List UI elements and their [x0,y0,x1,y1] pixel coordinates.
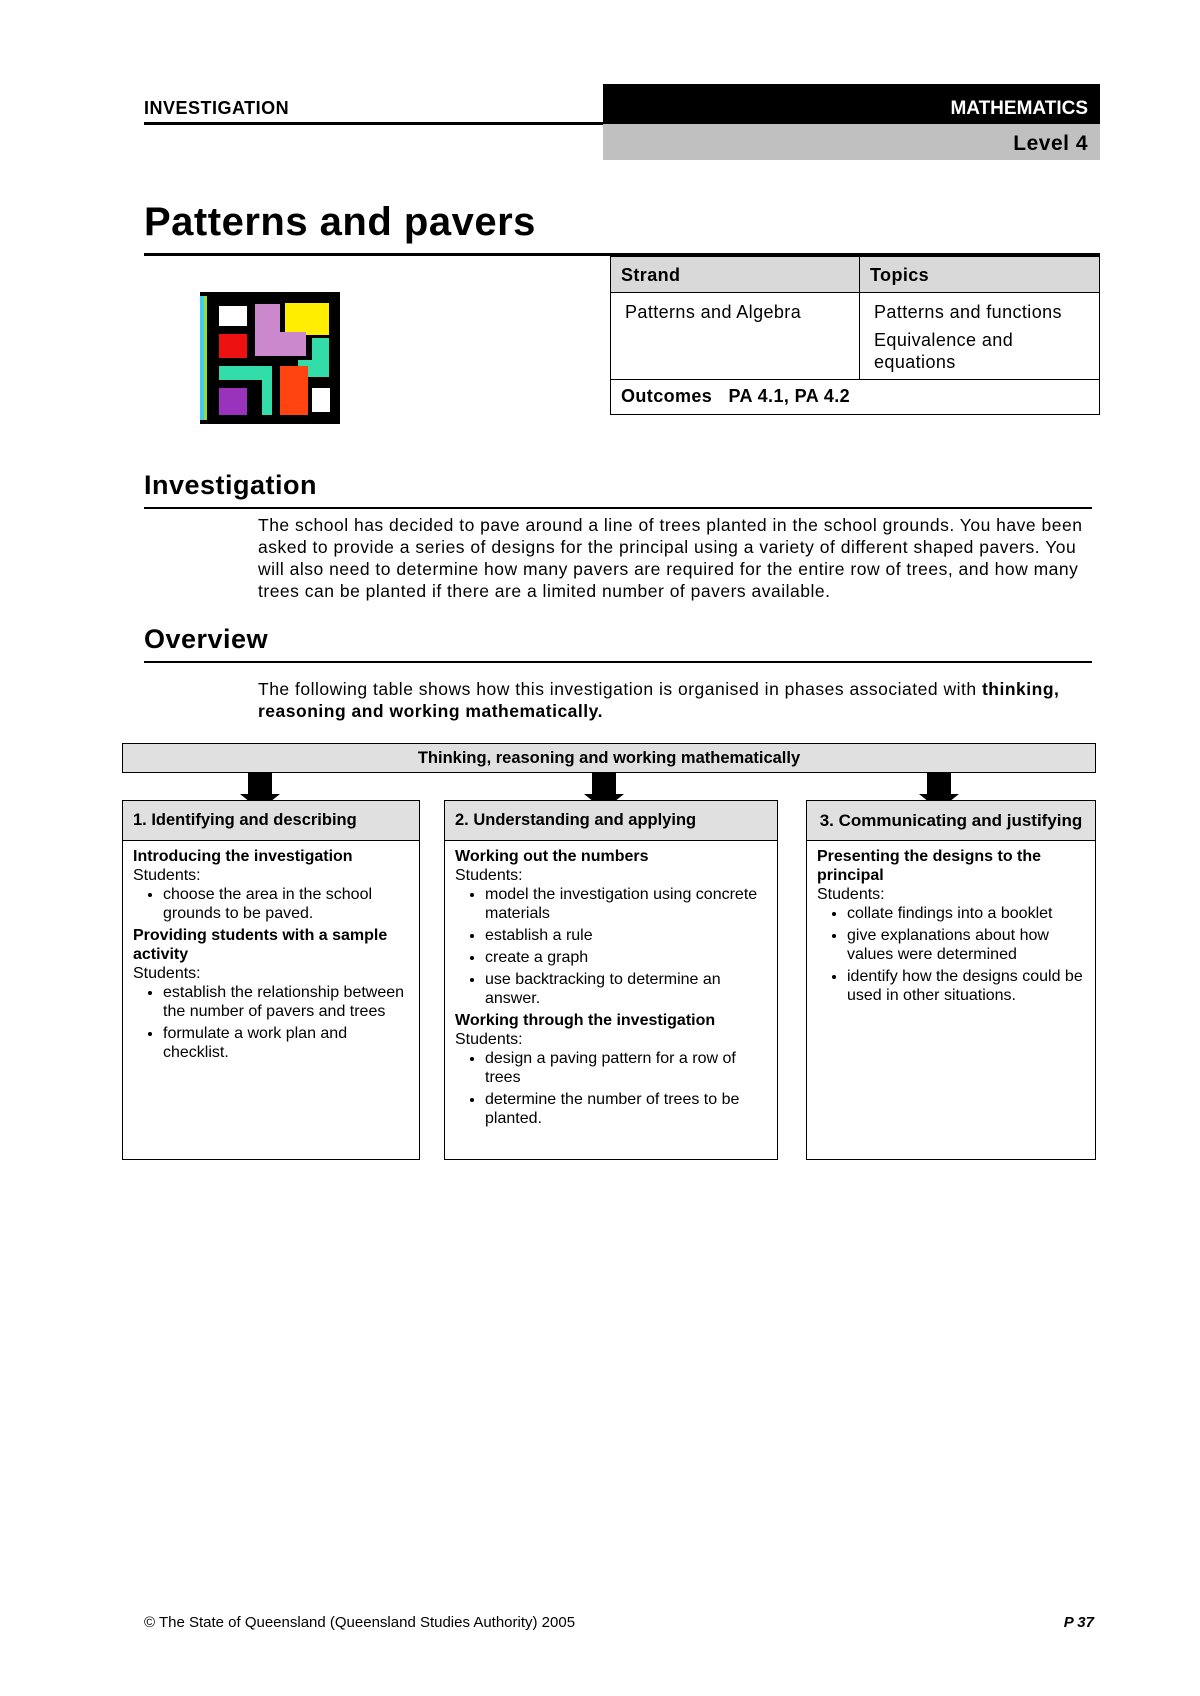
phase-3-box [806,800,1096,1160]
overview-heading: Overview [144,624,269,654]
phase-2-list [455,1049,767,1128]
list-item: • collate findings into a booklet [847,904,1085,923]
phase-1-list [133,983,409,1062]
list-item: • formulate a work plan and checklist. [163,1024,409,1062]
phase-1-subheading: Introducing the investigation [133,848,353,865]
phase-3-subheading: Presenting the designs to the principal [817,848,1042,884]
investigation-rule [144,507,1092,509]
list-item: • establish a rule [485,926,767,945]
investigation-heading: Investigation [144,470,318,500]
students-label: Students: [455,1031,523,1048]
list-item: • create a graph [485,948,767,967]
header-investigation-label: INVESTIGATION [144,98,290,118]
outcomes-label: Outcomes [621,386,713,406]
topic-item: Equivalence and equations [874,330,1014,372]
list-item: • choose the area in the school grounds to be paved. [163,885,409,923]
topic-item: Patterns and functions [874,302,1062,322]
list-item: • determine the number of trees to be planted. [485,1090,767,1128]
outcomes-value: PA 4.1, PA 4.2 [728,386,851,406]
footer-page-number: P 37 [1063,1614,1094,1631]
outcomes-row [611,380,1100,415]
footer-copyright: © The State of Queensland (Queensland Studies Authority) 2005 [144,1614,576,1631]
phase-2-body [445,841,777,1128]
phase-1-title: 1. Identifying and describing [123,801,419,841]
list-item: • identify how the designs could be used in other situations. [847,967,1085,1005]
header-rule [144,122,629,125]
phase-2-title: 2. Understanding and applying [445,801,777,841]
students-label: Students: [133,867,201,884]
phase-1-subheading: Providing students with a sample activity [133,927,388,963]
list-item: • give explanations about how values were determined [847,926,1085,964]
overview-text-bold: thinking, reasoning and working mathematically. [258,679,1060,721]
pavers-logo-image [200,292,340,424]
strand-topics-table [610,256,1100,415]
strand-value: Patterns and Algebra [611,293,860,380]
investigation-text: The school has decided to pave around a line of trees planted in the school grounds. You have been asked to provide a series of designs for the principal using a variety of different shaped pavers. You will also need to determine how many pavers are required for the entire row of trees, and how many trees can be planted if there are a limited number of pavers available. [258,515,1083,601]
phase-2-subheading: Working through the investigation [455,1012,716,1029]
thinking-band: Thinking, reasoning and working mathematically [122,743,1096,773]
students-label: Students: [817,886,885,903]
overview-text-plain: The following table shows how this investigation is organised in phases associated with [258,679,982,699]
phase-3-list [817,904,1085,1005]
phase-2-subheading: Working out the numbers [455,848,649,865]
list-item: • model the investigation using concrete materials [485,885,767,923]
phase-2-box [444,800,778,1160]
overview-rule [144,661,1092,663]
page-title: Patterns and pavers [144,200,536,244]
list-item: • design a paving pattern for a row of trees [485,1049,767,1087]
topics-value [860,293,1100,380]
students-label: Students: [455,867,523,884]
header-subject: MATHEMATICS [603,84,1100,124]
phase-3-title: 3. Communicating and justifying [807,801,1095,841]
header-level: Level 4 [603,124,1100,160]
phase-1-box [122,800,420,1160]
phase-2-list [455,885,767,1008]
students-label: Students: [133,965,201,982]
strand-header: Strand [611,257,860,293]
topics-header: Topics [860,257,1100,293]
list-item: • establish the relationship between the number of pavers and trees [163,983,409,1021]
phase-1-list [133,885,409,923]
phase-3-body [807,841,1095,1005]
phase-1-body [123,841,419,1062]
list-item: • use backtracking to determine an answer. [485,970,767,1008]
overview-text [258,678,1094,722]
